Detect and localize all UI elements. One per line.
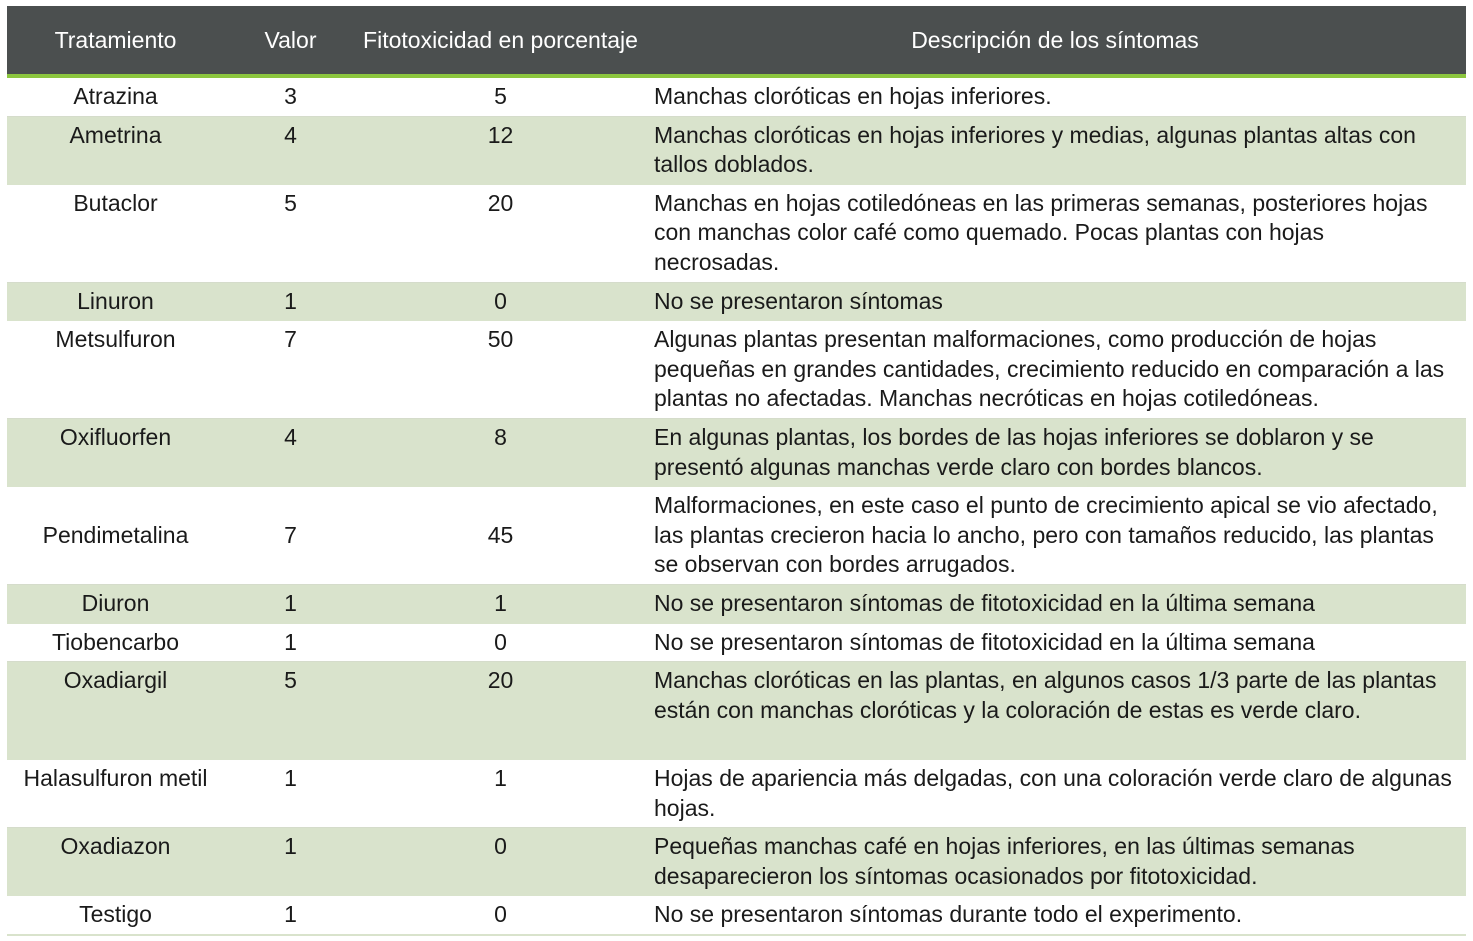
cell-descripcion: Malformaciones, en este caso el punto de crecimiento apical se vio afectado, las plantas crecieron hacia lo ancho, pero con tamaños reducido, las plantas se observan con bordes arrugados. [644,487,1466,585]
cell-valor: 1 [224,828,357,896]
cell-porcentaje: 20 [357,662,644,760]
cell-tratamiento: Linuron [7,282,224,321]
table-header [7,6,1466,76]
cell-tratamiento: Metsulfuron [7,321,224,419]
cell-porcentaje: 1 [357,584,644,623]
cell-valor: 1 [224,623,357,662]
cell-descripcion: Pequeñas manchas café en hojas inferiores, en las últimas semanas desaparecieron los síntomas ocasionados por fitotoxicidad. [644,828,1466,896]
cell-porcentaje: 0 [357,896,644,935]
cell-tratamiento: Halasulfuron metil [7,760,224,828]
cell-descripcion: No se presentaron síntomas durante todo el experimento. [644,896,1466,935]
cell-descripcion: Manchas cloróticas en las plantas, en algunos casos 1/3 parte de las plantas están con manchas cloróticas y la coloración de estas es verde claro. [644,662,1466,760]
cell-tratamiento: Butaclor [7,184,224,282]
cell-descripcion: Manchas cloróticas en hojas inferiores. [644,76,1466,116]
cell-tratamiento: Oxifluorfen [7,419,224,487]
cell-valor: 4 [224,419,357,487]
cell-valor: 1 [224,584,357,623]
header-row [7,6,1466,76]
cell-porcentaje: 5 [357,76,644,116]
cell-descripcion: Hojas de apariencia más delgadas, con una coloración verde claro de algunas hojas. [644,760,1466,828]
cell-porcentaje: 1 [357,760,644,828]
cell-valor: 7 [224,487,357,585]
phytotoxicity-table-container [7,6,1466,936]
header-valor: Valor [224,6,357,76]
cell-valor: 5 [224,184,357,282]
table-row [7,76,1466,116]
cell-porcentaje: 20 [357,184,644,282]
cell-valor: 5 [224,662,357,760]
cell-descripcion: En algunas plantas, los bordes de las hojas inferiores se doblaron y se presentó algunas manchas verde claro con bordes blancos. [644,419,1466,487]
cell-porcentaje: 0 [357,282,644,321]
cell-porcentaje: 0 [357,828,644,896]
cell-valor: 4 [224,116,357,184]
table-row [7,896,1466,935]
table-row [7,419,1466,487]
table-body [7,76,1466,935]
cell-porcentaje: 8 [357,419,644,487]
cell-tratamiento: Tiobencarbo [7,623,224,662]
table-row [7,282,1466,321]
cell-valor: 7 [224,321,357,419]
header-tratamiento: Tratamiento [7,6,224,76]
header-fitotoxicidad: Fitotoxicidad en porcentaje [357,6,644,76]
table-row [7,828,1466,896]
cell-descripcion: Algunas plantas presentan malformaciones, como producción de hojas pequeñas en grandes cantidades, crecimiento reducido en comparación a las plantas no afectadas. Manchas necróticas en hojas cotiledóneas. [644,321,1466,419]
phytotoxicity-table [7,6,1466,936]
header-descripcion: Descripción de los síntomas [644,6,1466,76]
cell-tratamiento: Atrazina [7,76,224,116]
table-row [7,184,1466,282]
cell-valor: 1 [224,896,357,935]
cell-tratamiento: Ametrina [7,116,224,184]
cell-descripcion: Manchas en hojas cotiledóneas en las primeras semanas, posteriores hojas con manchas color café como quemado. Pocas plantas con hojas necrosadas. [644,184,1466,282]
table-row [7,321,1466,419]
cell-tratamiento: Oxadiazon [7,828,224,896]
table-row [7,760,1466,828]
cell-tratamiento: Pendimetalina [7,487,224,585]
cell-valor: 3 [224,76,357,116]
cell-tratamiento: Oxadiargil [7,662,224,760]
cell-descripcion: No se presentaron síntomas de fitotoxicidad en la última semana [644,623,1466,662]
cell-valor: 1 [224,760,357,828]
table-row [7,116,1466,184]
cell-descripcion: No se presentaron síntomas [644,282,1466,321]
cell-tratamiento: Diuron [7,584,224,623]
cell-tratamiento: Testigo [7,896,224,935]
cell-porcentaje: 12 [357,116,644,184]
cell-descripcion: No se presentaron síntomas de fitotoxicidad en la última semana [644,584,1466,623]
cell-descripcion: Manchas cloróticas en hojas inferiores y medias, algunas plantas altas con tallos doblados. [644,116,1466,184]
cell-porcentaje: 0 [357,623,644,662]
table-row [7,623,1466,662]
cell-valor: 1 [224,282,357,321]
cell-porcentaje: 50 [357,321,644,419]
table-row [7,584,1466,623]
cell-porcentaje: 45 [357,487,644,585]
table-row [7,662,1466,760]
table-row [7,487,1466,585]
